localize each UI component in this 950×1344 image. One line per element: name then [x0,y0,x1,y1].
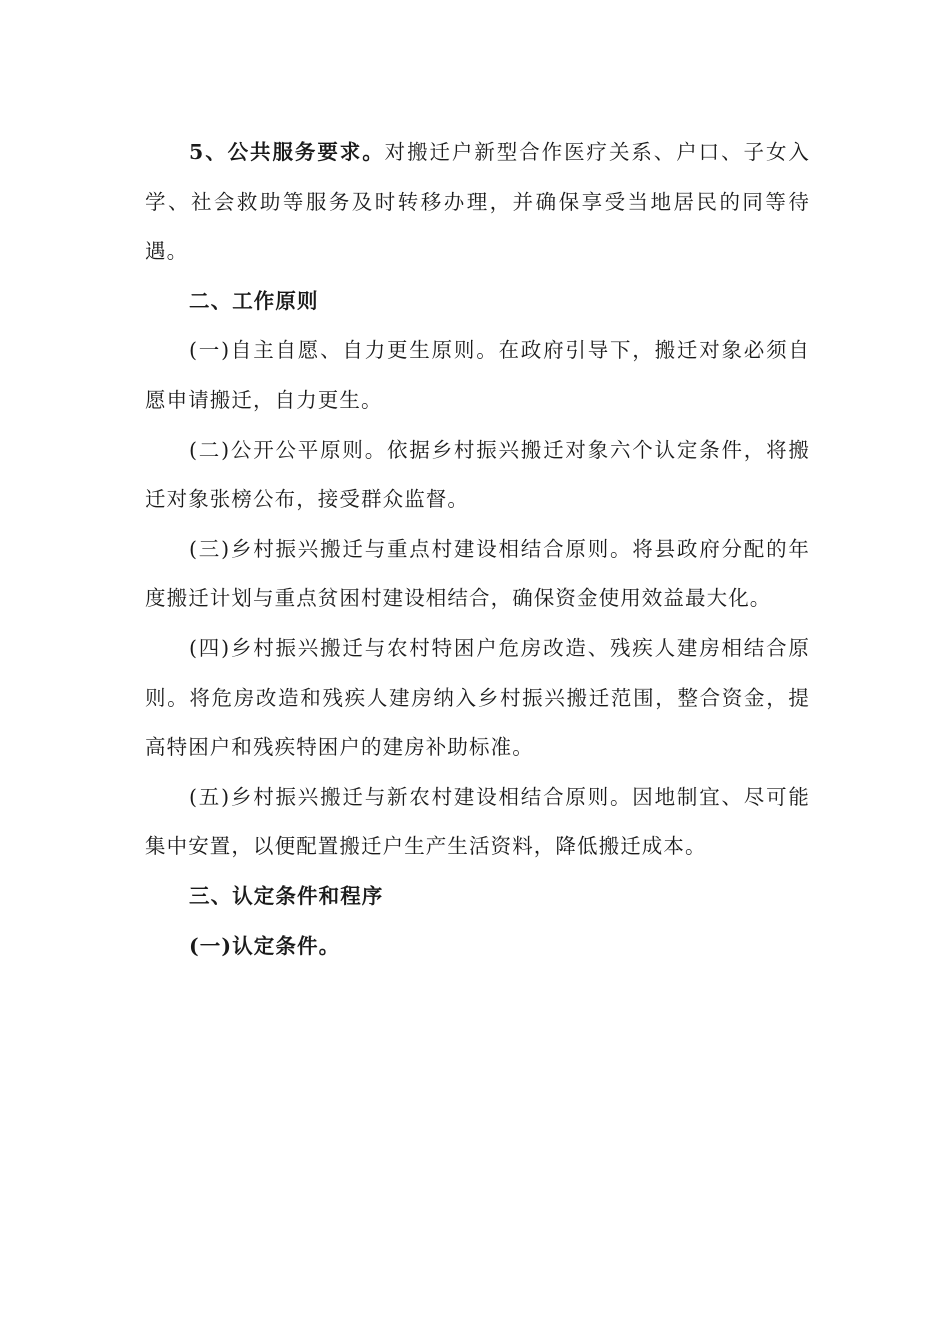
principle-paragraph-3: (三)乡村振兴搬迁与重点村建设相结合原则。将县政府分配的年度搬迁计划与重点贫困村建设相结合，确保资金使用效益最大化。 [145,536,810,611]
document-page [145,128,810,971]
service-requirement-paragraph [145,128,810,277]
section-two-heading: 二、工作原则 [189,288,319,313]
section-three-heading: 三、认定条件和程序 [189,883,384,908]
principle-paragraph-1: (一)自主自愿、自力更生原则。在政府引导下，搬迁对象必须自愿申请搬迁，自力更生。 [145,338,810,412]
principle-paragraph-5: (五)乡村振兴搬迁与新农村建设相结合原则。因地制宜、尽可能集中安置，以便配置搬迁户生产生活资料，降低搬迁成本。 [145,784,810,859]
subsection-one-heading: (一)认定条件。 [189,933,341,958]
principle-paragraph-2: (二)公开公平原则。依据乡村振兴搬迁对象六个认定条件，将搬迁对象张榜公布，接受群众监督。 [145,437,810,512]
service-requirement-label: 5、公共服务要求。 [189,140,385,164]
principle-paragraph-4: (四)乡村振兴搬迁与农村特困户危房改造、残疾人建房相结合原则。将危房改造和残疾人建房纳入乡村振兴搬迁范围，整合资金，提高特困户和残疾特困户的建房补助标准。 [145,635,810,760]
service-requirement-text: 对搬迁户新型合作医疗关系、户口、子女入学、社会救助等服务及时转移办理，并确保享受当地居民的同等待遇。 [145,140,810,264]
